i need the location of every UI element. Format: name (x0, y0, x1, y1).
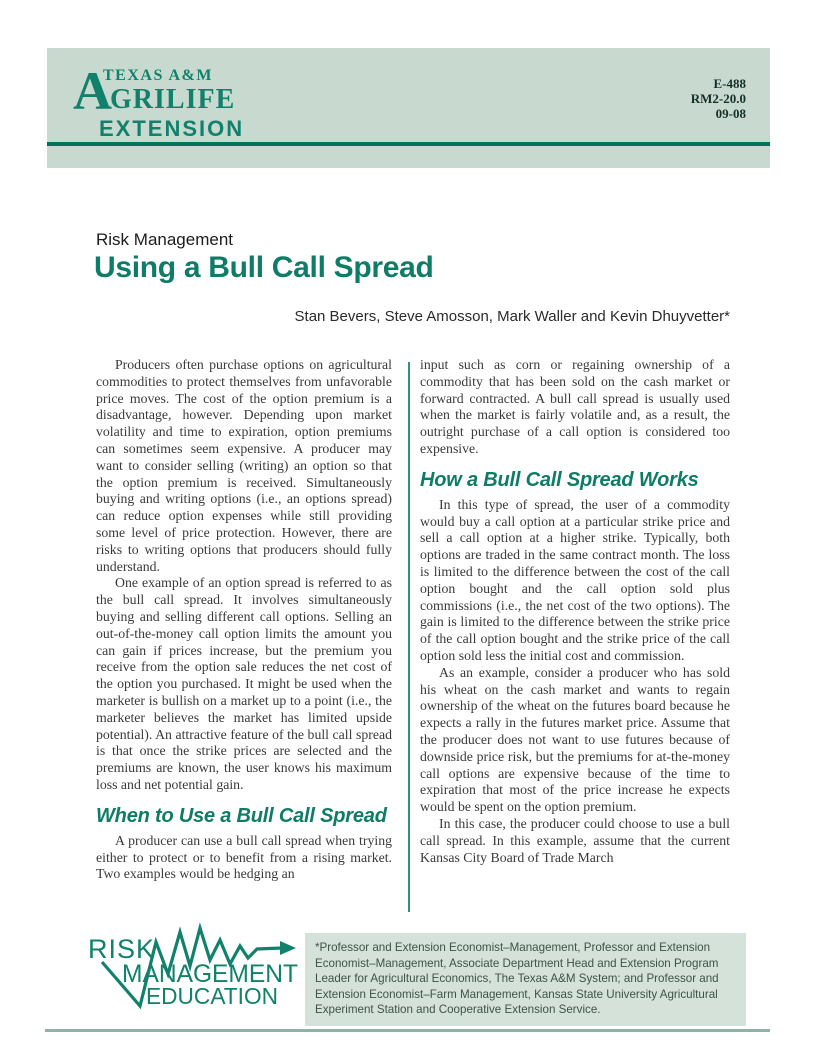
section-heading-how-it-works: How a Bull Call Spread Works (420, 468, 699, 491)
risk-management-education-logo (86, 918, 304, 1012)
body-paragraph: In this type of spread, the user of a commodity would buy a call option at a particular strike price and sell a call option at a higher strike. Typically, both options are traded in the same contract month. The loss is limited to the difference between the cost of the call option bought and the call option sold plus commissions (i.e., the net cost of the two options). The gain is limited to the difference between the strike price of the call option bought and the strike price of the call option sold less the initial cost and commission. (420, 496, 730, 663)
header-rule (47, 142, 770, 146)
page-title: Using a Bull Call Spread (94, 251, 434, 284)
rme-logo-education: EDUCATION (146, 983, 278, 1009)
agrilife-logo-initial-a: A (73, 61, 112, 121)
left-column (96, 357, 392, 883)
publication-codes (691, 76, 746, 121)
body-paragraph: As an example, consider a producer who has sold his wheat on the cash market and wants to regain ownership of the wheat on the futures board because he expects a rally in the futures market price. Assume that the producer does not want to use futures because of downside price risk, but the premiums for at-the-money call options are expensive because of the time to expiration that most of the price increase he expects would be spent on the option premium. (420, 664, 730, 815)
agrilife-extension-logo (63, 58, 343, 148)
byline: Stan Bevers, Steve Amosson, Mark Waller and Kevin Dhuyvetter* (294, 308, 730, 325)
extension-wordmark: EXTENSION (99, 116, 245, 141)
series-label: Risk Management (96, 230, 234, 249)
publication-code-date: 09-08 (715, 106, 746, 121)
footnote-box (305, 933, 746, 1026)
publication-code-number: E-488 (713, 76, 746, 91)
publication-code-series: RM2-20.0 (690, 91, 746, 106)
arrowhead-icon (280, 941, 296, 955)
rme-logo-risk: RISK (88, 934, 156, 964)
agrilife-wordmark: GRILIFE (110, 84, 236, 115)
body-paragraph: In this case, the producer could choose to use a bull call spread. In this example, assume that the current Kansas City Board of Trade March (420, 815, 730, 865)
right-column (420, 357, 730, 866)
footnote-text: *Professor and Extension Economist–Management, Professor and Extension Economist–Management, Associate Department Head and Extension Program Leader for Agricultural Economics, The Texas A&M System; and Professor and Extension Economist–Farm Management, Kansas State University Agricultural Experiment Station and Cooperative Extension Service. (315, 941, 719, 1017)
body-paragraph: One example of an option spread is referred to as the bull call spread. It involves simultaneously buying and selling different call options. Selling an out-of-the-money call option limits the amount you can gain if prices increase, but the premium you receive from the option sale reduces the net cost of the option you purchased. It might be used when the marketer is bullish on a market up to a point (i.e., the marketer believes the market has limited upside potential). An attractive feature of the bull call spread is that once the strike prices are selected and the premiums are known, the user knows his maximum loss and net potential gain. (96, 575, 392, 792)
body-paragraph: input such as corn or regaining ownership of a commodity that has been sold on the cash market or forward contracted. A bull call spread is usually used when the market is fairly volatile and, as a result, the outright purchase of a call option is considered too expensive. (420, 357, 730, 456)
section-heading-when-to-use: When to Use a Bull Call Spread (96, 804, 387, 827)
header-band (47, 48, 770, 168)
rme-logo-management: MANAGEMENT (122, 960, 298, 988)
body-paragraph: A producer can use a bull call spread when trying either to protect or to benefit from a rising market. Two examples would be hedging an (96, 832, 392, 882)
body-paragraph: Producers often purchase options on agricultural commodities to protect themselves from unfavorable price moves. The cost of the option premium is a disadvantage, however. Depending upon market volatility and time to expiration, option premiums can sometimes seem expensive. A producer may want to consider selling (writing) an option so that the option premium is received. Simultaneously buying and writing options (i.e., an options spread) can reduce option expenses while still providing some level of price protection. However, there are risks to writing options that producers should fully understand. (96, 357, 392, 574)
texas-am-wordmark: TEXAS A&M (103, 67, 213, 84)
bottom-rule (45, 1029, 770, 1032)
column-divider (408, 362, 410, 912)
